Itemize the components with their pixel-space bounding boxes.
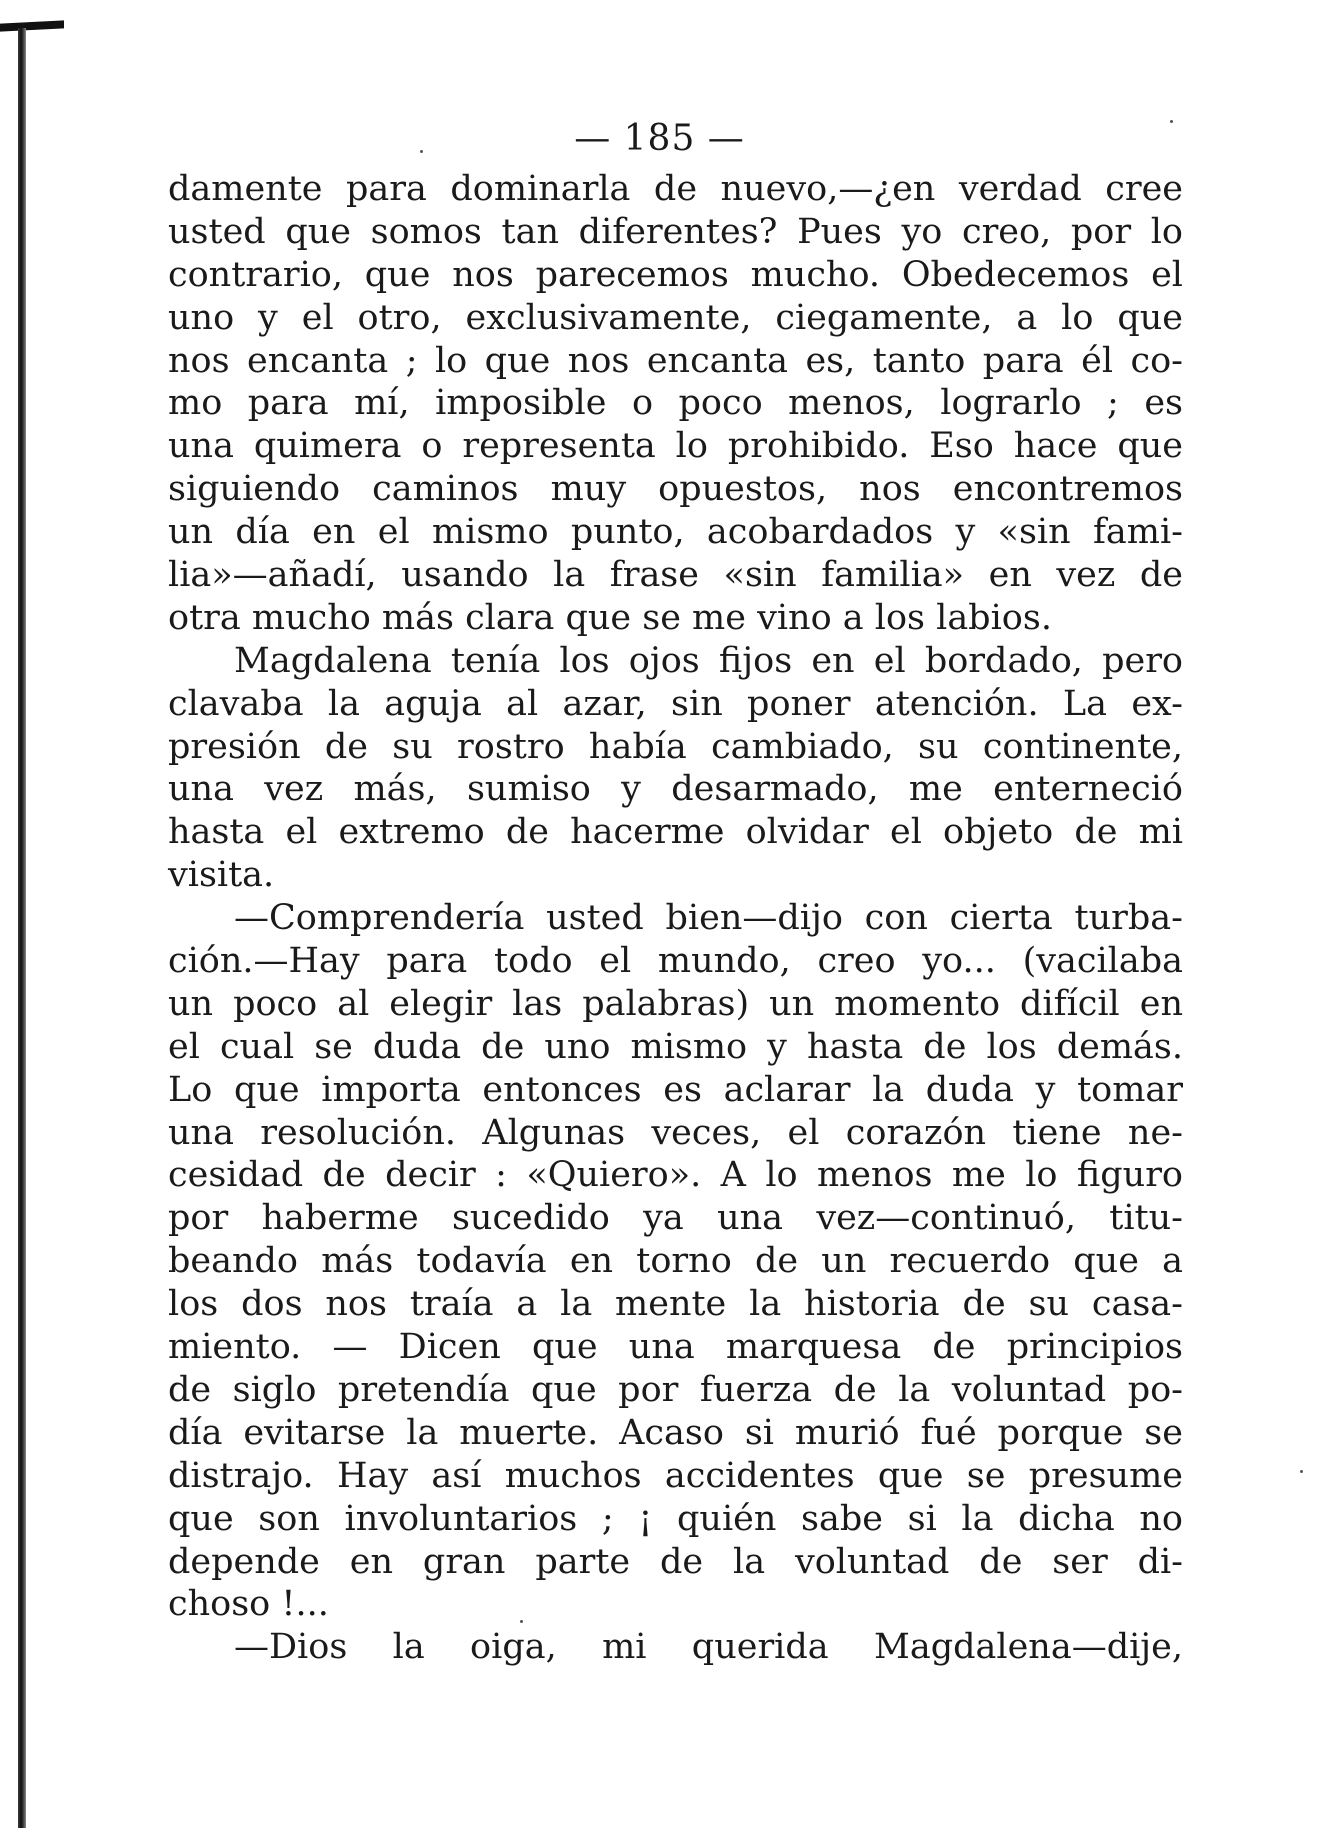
paper-speck — [1300, 1470, 1303, 1473]
text-line: choso !... — [168, 1584, 329, 1625]
page-number: — 185 — — [574, 118, 745, 159]
text-line: damente para dominarla de nuevo,—¿en verdad cree — [168, 169, 1183, 209]
book-binding-edge — [0, 0, 44, 1848]
text-line: nos encanta ; lo que nos encanta es, tanto para él co- — [168, 340, 1183, 381]
text-line: visita. — [168, 855, 275, 896]
binding-cap — [0, 20, 64, 31]
text-line: cesidad de decir : «Quiero». A lo menos me lo figuro — [168, 1155, 1183, 1196]
text-line: una quimera o representa lo prohibido. Eso hace que — [168, 426, 1183, 467]
text-line: clavaba la aguja al azar, sin poner atención. La ex- — [168, 683, 1183, 724]
text-line: un día en el mismo punto, acobardados y «sin fami- — [168, 512, 1183, 553]
text-line: por haberme sucedido ya una vez—continuó, titu- — [168, 1198, 1183, 1239]
text-line: un poco al elegir las palabras) un momento difícil en — [168, 983, 1183, 1024]
text-line: —Comprendería usted bien—dijo con cierta turba- — [234, 898, 1183, 939]
text-line: hasta el extremo de hacerme olvidar el objeto de mi — [168, 812, 1183, 853]
text-line: una vez más, sumiso y desarmado, me enterneció — [168, 769, 1183, 810]
text-line: Magdalena tenía los ojos fijos en el bordado, pero — [234, 640, 1183, 681]
text-line: uno y el otro, exclusivamente, ciegamente, a lo que — [168, 297, 1183, 338]
text-line: mo para mí, imposible o poco menos, lograrlo ; es — [168, 383, 1183, 424]
text-line: día evitarse la muerte. Acaso si murió fué porque se — [168, 1412, 1183, 1453]
text-line: siguiendo caminos muy opuestos, nos encontremos — [168, 469, 1183, 510]
text-line: otra mucho más clara que se me vino a los labios. — [168, 597, 1052, 638]
text-line: distrajo. Hay así muchos accidentes que se presume — [168, 1455, 1183, 1496]
text-line: —Dios la oiga, mi querida Magdalena—dije, — [234, 1627, 1183, 1668]
text-line: una resolución. Algunas veces, el corazón tiene ne- — [168, 1112, 1183, 1153]
text-line: los dos nos traía a la mente la historia de su casa- — [168, 1284, 1183, 1325]
text-line: lia»—añadí, usando la frase «sin familia» en vez de — [168, 555, 1183, 596]
text-line: de siglo pretendía que por fuerza de la voluntad po- — [168, 1369, 1183, 1410]
text-line: el cual se duda de uno mismo y hasta de los demás. — [168, 1026, 1183, 1067]
binding-spine — [18, 28, 26, 1828]
text-line: miento. — Dicen que una marquesa de principios — [168, 1327, 1183, 1368]
text-line: que son involuntarios ; ¡ quién sabe si la dicha no — [168, 1498, 1183, 1539]
text-line: Lo que importa entonces es aclarar la duda y tomar — [168, 1069, 1183, 1110]
text-line: beando más todavía en torno de un recuerdo que a — [168, 1241, 1183, 1282]
text-line: contrario, que nos parecemos mucho. Obedecemos el — [168, 254, 1183, 295]
text-line: usted que somos tan diferentes? Pues yo creo, por lo — [168, 211, 1183, 252]
text-line: depende en gran parte de la voluntad de ser di- — [168, 1541, 1183, 1582]
text-line: presión de su rostro había cambiado, su continente, — [168, 726, 1183, 767]
body-text — [168, 168, 1183, 1669]
text-line: ción.—Hay para todo el mundo, creo yo... (vacilaba — [168, 941, 1183, 982]
